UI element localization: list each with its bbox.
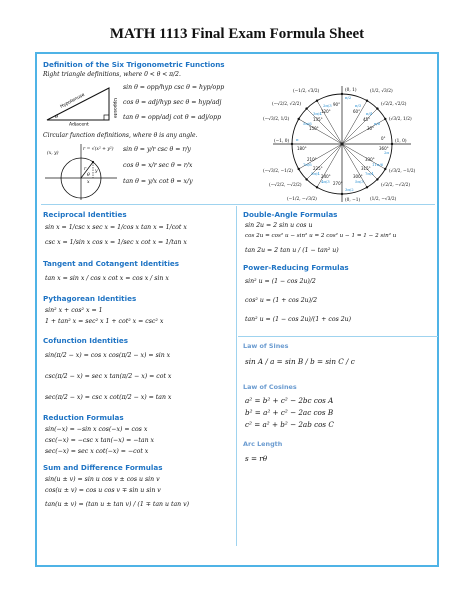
angle-300: 300° — [353, 174, 363, 179]
pythagorean-heading: Pythagorean Identities — [43, 294, 137, 303]
point-0-1: (0, 1) — [345, 88, 357, 93]
rad-5pi-3: 5π/3 — [355, 179, 364, 184]
coord-120: (−1/2, √3/2) — [293, 89, 320, 94]
cofunction-heading: Cofunction Identities — [43, 336, 129, 345]
sum-diff-heading: Sum and Difference Formulas — [43, 463, 163, 472]
pythagorean-row2: 1 + tan² x = sec² x 1 + cot² x = csc² x — [45, 318, 164, 325]
law-sines-row: sin A / a = sin B / b = sin C / c — [245, 357, 355, 366]
sum-diff-row1: sin(u ± v) = sin u cos v ± cos u sin v — [45, 476, 160, 483]
coord-150: (−√3/2, 1/2) — [263, 117, 290, 122]
power-reducing-row2: cos² u = (1 + cos 2u)/2 — [245, 297, 318, 304]
circle-point-label: (x, y) — [47, 151, 59, 156]
reciprocal-row2: csc x = 1/sin x cos x = 1/sec x cot x = 1/tan x — [45, 239, 187, 246]
rad-2pi-3: 2π/3 — [323, 103, 332, 108]
law-cosines-row2: b² = a² + c² − 2ac cos B — [245, 408, 334, 417]
circ-cos-sec: cos θ = x/r sec θ = r/x — [123, 162, 193, 169]
coord-225: (−√2/2, −√2/2) — [269, 183, 302, 188]
adjacent-label: Adjacent — [69, 122, 89, 126]
angle-45: 45° — [363, 117, 371, 122]
arc-length-heading: Arc Length — [243, 440, 283, 448]
angle-60: 60° — [353, 109, 361, 114]
cofunction-row2: csc(π/2 − x) = sec x tan(π/2 − x) = cot x — [45, 373, 172, 380]
rad-5pi-6: 5π/6 — [303, 121, 312, 126]
coord-240: (−1/2, −√3/2) — [287, 197, 317, 202]
pythagorean-row1: sin² x + cos² x = 1 — [45, 307, 103, 314]
circle-r-label: r — [84, 167, 87, 172]
right-section-divider — [238, 336, 438, 337]
circle-radius-label: r = √(x² + y²) — [83, 147, 114, 152]
angle-135: 135° — [313, 117, 323, 122]
law-cosines-row3: c² = a² + b² − 2ab cos C — [245, 420, 334, 429]
double-angle-row1: sin 2u = 2 sin u cos u — [245, 222, 313, 229]
angle-360: 360° — [379, 146, 389, 151]
tan-cot-heading: Tangent and Cotangent Identities — [43, 259, 180, 268]
angle-30: 30° — [367, 126, 375, 131]
rad-pi-2: π/2 — [345, 95, 352, 100]
reduction-row3: sec(−x) = sec x cot(−x) = −cot x — [45, 448, 149, 455]
rad-pi: π — [296, 137, 299, 142]
double-angle-heading: Double-Angle Formulas — [243, 210, 338, 219]
triangle-theta-label: θ — [55, 114, 59, 120]
rad-pi-4: π/4 — [366, 111, 373, 116]
tan-cot-row: tan x = sin x / cos x cot x = cos x / sin x — [45, 275, 169, 282]
angle-315: 315° — [361, 166, 371, 171]
column-divider — [236, 206, 237, 546]
circle-y-label: y — [95, 169, 98, 174]
right-triangle-note: Right triangle definitions, where 0 < θ < π/2. — [43, 71, 181, 78]
point-neg1-0: (−1, 0) — [274, 139, 290, 144]
angle-210: 210° — [307, 157, 317, 162]
angle-270: 270° — [333, 181, 343, 186]
law-cosines-heading: Law of Cosines — [243, 383, 297, 391]
cofunction-row1: sin(π/2 − x) = cos x cos(π/2 − x) = sin x — [45, 352, 171, 359]
angle-150: 150° — [309, 126, 319, 131]
point-0-neg1: (0, −1) — [345, 198, 361, 203]
coord-60: (1/2, √3/2) — [370, 89, 393, 94]
reduction-row1: sin(−x) = −sin x cos(−x) = cos x — [45, 426, 148, 433]
angle-330: 330° — [365, 157, 375, 162]
coord-315: (√2/2, −√2/2) — [381, 183, 410, 188]
angle-90: 90° — [333, 102, 341, 107]
formula-sheet — [35, 52, 439, 567]
right-triangle-diagram — [43, 84, 117, 126]
sum-diff-row3: tan(u ± v) = (tan u ± tan v) / (1 ∓ tan u tan v) — [45, 501, 189, 508]
circ-tan-cot: tan θ = y/x cot θ = x/y — [123, 178, 193, 185]
coord-300: (1/2, −√3/2) — [370, 197, 397, 202]
reduction-row2: csc(−x) = −csc x tan(−x) = −tan x — [45, 437, 155, 444]
power-reducing-row3: tan² u = (1 − cos 2u)/(1 + cos 2u) — [245, 316, 352, 323]
section-divider — [41, 204, 435, 205]
rad-5pi-4: 5π/4 — [311, 171, 320, 176]
def-tan-cot: tan θ = opp/adj cot θ = adj/opp — [123, 114, 222, 121]
coord-135: (−√2/2, √2/2) — [272, 102, 301, 107]
circle-x-label: x — [87, 180, 90, 185]
rad-7pi-4: 7π/4 — [365, 171, 374, 176]
page-title: MATH 1113 Final Exam Formula Sheet — [109, 26, 365, 42]
power-reducing-row1: sin² u = (1 − cos 2u)/2 — [245, 278, 316, 285]
circle-diagram — [43, 142, 119, 202]
rad-pi-3: π/3 — [355, 103, 362, 108]
hypotenuse-label: Hypotenuse — [59, 92, 86, 110]
angle-120: 120° — [321, 109, 331, 114]
def-sin-csc: sin θ = opp/hyp csc θ = hyp/opp — [123, 84, 225, 91]
point-1-0: (1, 0) — [395, 139, 407, 144]
cofunction-row3: sec(π/2 − x) = csc x cot(π/2 − x) = tan x — [45, 394, 172, 401]
angle-0: 0° — [381, 136, 386, 141]
law-cosines-row1: a² = b² + c² − 2bc cos A — [245, 396, 334, 405]
reciprocal-row1: sin x = 1/csc x sec x = 1/cos x tan x = 1/cot x — [45, 224, 187, 231]
coord-30: (√3/2, 1/2) — [389, 117, 412, 122]
coord-210: (−√3/2, −1/2) — [263, 169, 293, 174]
circular-note: Circular function definitions, where θ is any angle. — [43, 132, 198, 139]
six-trig-heading: Definition of the Six Trigonometric Functions — [43, 60, 225, 69]
rad-pi-6: π/6 — [374, 121, 381, 126]
circle-theta-label: θ — [87, 173, 90, 178]
coord-45: (√2/2, √2/2) — [381, 102, 407, 107]
power-reducing-heading: Power-Reducing Formulas — [243, 263, 349, 272]
rad-7pi-6: 7π/6 — [303, 162, 312, 167]
double-angle-row3: tan 2u = 2 tan u / (1 − tan² u) — [245, 247, 339, 254]
reciprocal-heading: Reciprocal Identities — [43, 210, 127, 219]
rad-2pi: 2π — [384, 150, 389, 155]
circ-sin-csc: sin θ = y/r csc θ = r/y — [123, 146, 191, 153]
angle-240: 240° — [321, 174, 331, 179]
opposite-label: Opposite — [112, 98, 117, 119]
rad-4pi-3: 4π/3 — [321, 179, 330, 184]
angle-180: 180° — [297, 146, 307, 151]
def-cos-sec: cos θ = adj/hyp sec θ = hyp/adj — [123, 99, 222, 106]
reduction-heading: Reduction Formulas — [43, 413, 124, 422]
sum-diff-row2: cos(u ± v) = cos u cos v ∓ sin u sin v — [45, 487, 161, 494]
double-angle-row2: cos 2u = cos² u − sin² u = 2 cos² u − 1 = 1 − 2 sin² u — [245, 233, 397, 239]
rad-3pi-2: 3π/2 — [345, 187, 354, 192]
rad-11pi-6: 11π/6 — [372, 162, 384, 167]
angle-225: 225° — [313, 166, 323, 171]
unit-circle-diagram — [249, 80, 435, 208]
rad-3pi-4: 3π/4 — [313, 111, 322, 116]
arc-length-row: s = rθ — [245, 454, 268, 463]
coord-330: (√3/2, −1/2) — [389, 169, 416, 174]
law-sines-heading: Law of Sines — [243, 342, 289, 350]
